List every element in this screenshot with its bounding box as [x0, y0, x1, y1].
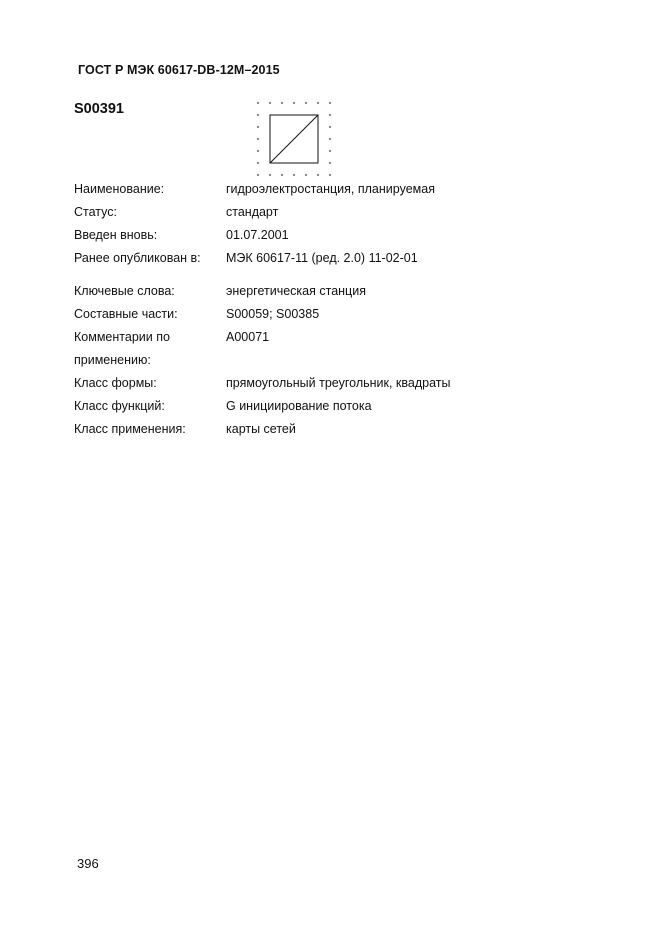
- property-value: A00071: [226, 330, 270, 344]
- property-label: Статус:: [74, 205, 117, 219]
- property-value: G инициирование потока: [226, 399, 372, 413]
- property-value: [226, 349, 594, 372]
- property-label: Составные части:: [74, 307, 178, 321]
- property-label: применению:: [74, 353, 151, 367]
- hydro-power-station-planned-icon: [255, 100, 333, 183]
- property-row-introduced: [74, 224, 594, 247]
- property-value: стандарт: [226, 205, 279, 219]
- property-label: Введен вновь:: [74, 228, 158, 242]
- property-value: S00059; S00385: [226, 307, 320, 321]
- property-row-shape-class: [74, 372, 594, 395]
- properties-table: [74, 178, 594, 441]
- property-row-previously-published: [74, 247, 594, 270]
- property-value: гидроэлектростанция, планируемая: [226, 182, 435, 196]
- property-row-function-class: [74, 395, 594, 418]
- property-row-application-notes-cont: [74, 349, 594, 372]
- property-label: Наименование:: [74, 182, 165, 196]
- property-row-status: [74, 201, 594, 224]
- property-row-application-class: [74, 418, 594, 441]
- property-row-name: [74, 178, 594, 201]
- property-label: Класс применения:: [74, 422, 186, 436]
- property-value: 01.07.2001: [226, 228, 289, 242]
- property-row-application-notes: [74, 326, 594, 349]
- page-number: 396: [77, 856, 99, 871]
- property-value: энергетическая станция: [226, 284, 366, 298]
- property-label: Класс формы:: [74, 376, 157, 390]
- property-label: Ранее опубликован в:: [74, 251, 201, 265]
- property-label: Комментарии по: [74, 330, 170, 344]
- property-value: карты сетей: [226, 422, 296, 436]
- property-label: Класс функций:: [74, 399, 165, 413]
- property-value: прямоугольный треугольник, квадраты: [226, 376, 451, 390]
- property-row-keywords: [74, 280, 594, 303]
- property-row-components: [74, 303, 594, 326]
- document-header: ГОСТ Р МЭК 60617-DB-12M–2015: [78, 63, 280, 77]
- property-label: Ключевые слова:: [74, 284, 175, 298]
- symbol-id: S00391: [74, 101, 124, 117]
- property-value: МЭК 60617-11 (ред. 2.0) 11-02-01: [226, 251, 418, 265]
